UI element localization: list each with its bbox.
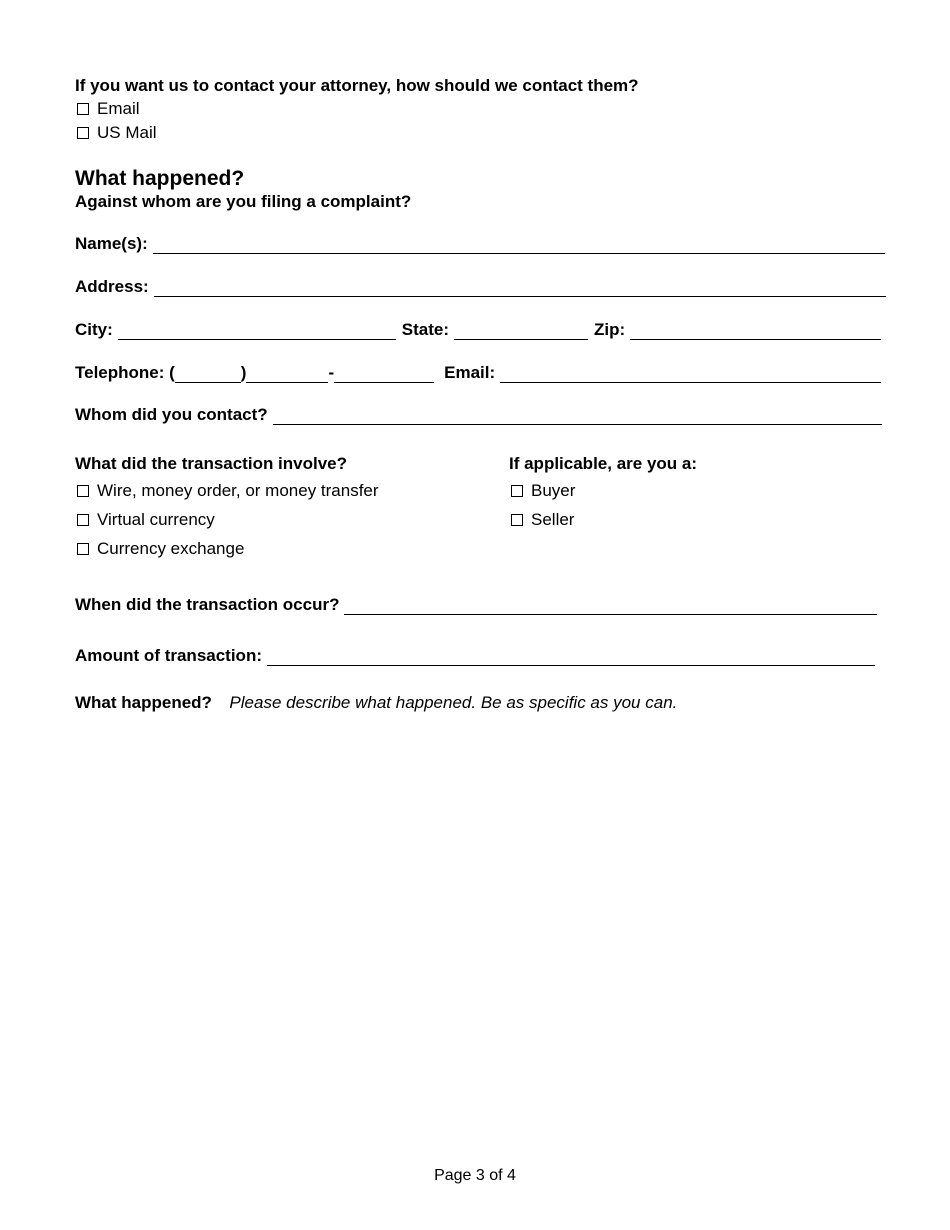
state-label: State: xyxy=(401,320,450,339)
when-occurred-row xyxy=(75,595,877,615)
option-label: Email xyxy=(97,99,140,118)
checkbox-currency-exchange[interactable] xyxy=(77,543,89,555)
when-occurred-field[interactable] xyxy=(344,598,877,615)
transaction-option-virtual-currency[interactable] xyxy=(77,510,215,530)
checkbox-virtual-currency[interactable] xyxy=(77,514,89,526)
city-state-zip-row xyxy=(75,320,881,340)
email-label: Email: xyxy=(444,363,496,382)
phone-prefix-field[interactable] xyxy=(246,366,328,383)
transaction-option-currency-exchange[interactable] xyxy=(77,539,244,559)
names-row xyxy=(75,234,885,254)
checkbox-wire[interactable] xyxy=(77,485,89,497)
option-label: Currency exchange xyxy=(97,539,245,558)
role-option-seller[interactable] xyxy=(511,510,574,530)
phone-paren-close: ) xyxy=(240,363,247,382)
role-option-buyer[interactable] xyxy=(511,481,575,501)
describe-instruction: Please describe what happened. Be as specific as you can. xyxy=(229,693,678,712)
phone-dash: - xyxy=(328,363,335,382)
transaction-question: What did the transaction involve? xyxy=(75,454,348,473)
email-field[interactable] xyxy=(500,366,881,383)
checkbox-seller[interactable] xyxy=(511,514,523,526)
checkbox-us-mail[interactable] xyxy=(77,127,89,139)
whom-contacted-row xyxy=(75,405,882,425)
checkbox-buyer[interactable] xyxy=(511,485,523,497)
state-field[interactable] xyxy=(454,323,588,340)
option-label: Virtual currency xyxy=(97,510,215,529)
whom-contacted-field[interactable] xyxy=(273,408,882,425)
telephone-email-row xyxy=(75,363,881,383)
address-field[interactable] xyxy=(154,280,886,297)
describe-prompt xyxy=(75,693,677,713)
page-number: Page 3 of 4 xyxy=(434,1167,516,1184)
phone-area-code-field[interactable] xyxy=(175,366,241,383)
section-subheading: Against whom are you filing a complaint? xyxy=(75,192,412,211)
city-label: City: xyxy=(75,320,113,339)
role-question: If applicable, are you a: xyxy=(509,454,698,473)
description-area[interactable] xyxy=(75,720,880,1140)
amount-row xyxy=(75,646,875,666)
phone-line-field[interactable] xyxy=(334,366,434,383)
names-field[interactable] xyxy=(153,237,885,254)
amount-label: Amount of transaction: xyxy=(75,646,262,665)
city-field[interactable] xyxy=(118,323,396,340)
whom-contacted-label: Whom did you contact? xyxy=(75,405,268,424)
option-label: Buyer xyxy=(531,481,576,500)
section-heading: What happened? xyxy=(75,167,245,190)
telephone-label: Telephone: ( xyxy=(75,363,175,382)
amount-field[interactable] xyxy=(267,649,875,666)
address-row xyxy=(75,277,886,297)
checkbox-email[interactable] xyxy=(77,103,89,115)
when-occurred-label: When did the transaction occur? xyxy=(75,595,340,614)
option-label: Seller xyxy=(531,510,575,529)
names-label: Name(s): xyxy=(75,234,148,253)
attorney-contact-email-option[interactable] xyxy=(77,99,140,119)
attorney-contact-question: If you want us to contact your attorney, how should we contact them? xyxy=(75,76,639,95)
address-label: Address: xyxy=(75,277,149,296)
zip-label: Zip: xyxy=(594,320,626,339)
zip-field[interactable] xyxy=(630,323,881,340)
transaction-option-wire[interactable] xyxy=(77,481,379,501)
option-label: US Mail xyxy=(97,123,157,142)
attorney-contact-usmail-option[interactable] xyxy=(77,123,157,143)
option-label: Wire, money order, or money transfer xyxy=(97,481,379,500)
describe-label: What happened? xyxy=(75,693,212,712)
